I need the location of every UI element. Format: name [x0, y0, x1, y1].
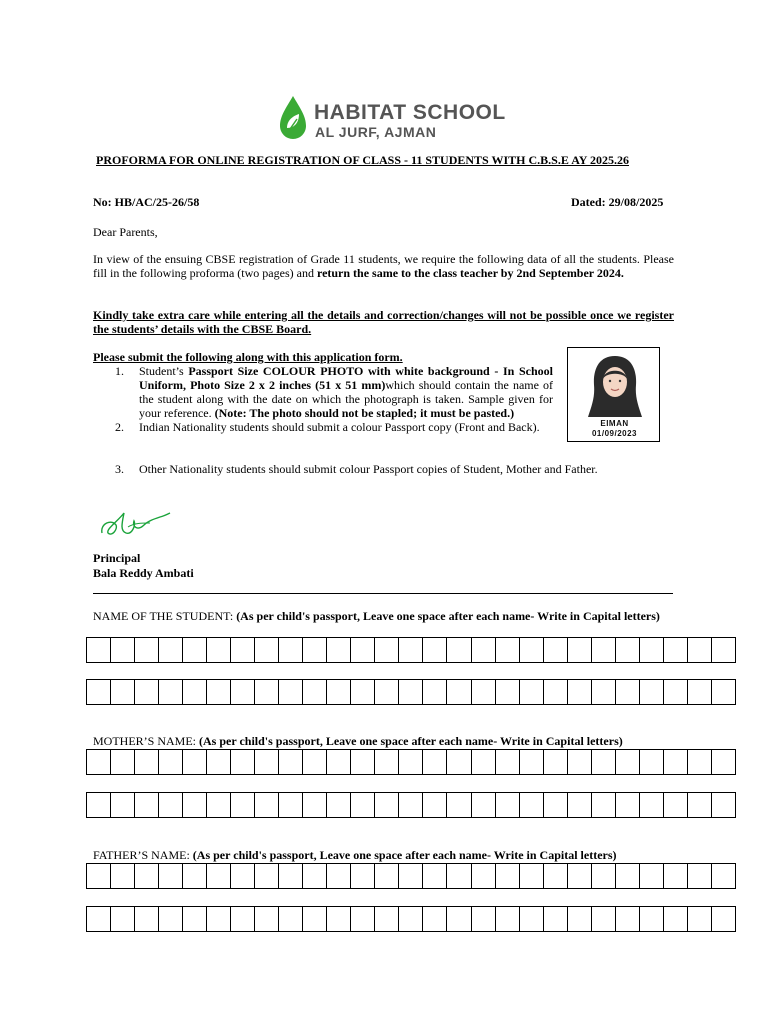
student-name-boxes-row-2[interactable]	[86, 679, 736, 705]
requirement-text: which should contain the name of the student along with the date on which the photograph is taken. Sample given for your reference.	[139, 378, 554, 420]
reference-number: No: HB/AC/25-26/58	[93, 195, 200, 209]
leaf-drop-logo-icon	[278, 94, 308, 144]
letter-date: Dated: 29/08/2025	[571, 195, 664, 209]
correction-notice: Kindly take extra care while entering all the details and correction/changes will not be possible once we register the students’ details with the CBSE Board.	[93, 308, 674, 336]
student-name-label	[93, 609, 674, 623]
principal-signature	[98, 503, 172, 541]
requirement-number: 1.	[115, 364, 124, 378]
signatory-name: Bala Reddy Ambati	[93, 566, 194, 580]
requirement-item	[93, 364, 553, 420]
return-deadline: return the same to the class teacher by 2nd September 2024.	[316, 266, 624, 280]
requirement-number: 2.	[115, 420, 124, 434]
field-instruction: (As per child's passport, Leave one space after each name- Write in Capital letters)	[192, 848, 617, 862]
requirement-text: Indian Nationality students should submit a colour Passport copy (Front and Back).	[139, 420, 540, 434]
field-label: MOTHER’S NAME:	[93, 734, 200, 748]
requirement-text: Student’s	[139, 364, 189, 378]
field-instruction: (As per child's passport, Leave one space after each name- Write in Capital letters)	[236, 609, 660, 623]
intro-text: In view of the ensuing CBSE registration of Grade 11 students, we require the following data of all the students. Please fill in the following proforma (two pages) and	[93, 252, 674, 280]
photo-note: (Note: The photo should not be stapled; it must be pasted.)	[214, 406, 515, 420]
requirements-list	[93, 364, 553, 434]
father-name-boxes-row-1[interactable]	[86, 863, 736, 889]
field-label: NAME OF THE STUDENT:	[93, 609, 237, 623]
school-name: HABITAT SCHOOL	[314, 101, 506, 124]
salutation: Dear Parents,	[93, 225, 158, 239]
mother-name-boxes-row-2[interactable]	[86, 792, 736, 818]
school-logo	[278, 94, 506, 144]
mother-name-label	[93, 734, 683, 748]
student-name-boxes-row-1[interactable]	[86, 637, 736, 663]
sample-photo	[567, 347, 660, 442]
school-location: AL JURF, AJMAN	[315, 124, 437, 140]
submit-heading: Please submit the following along with this application form.	[93, 350, 403, 364]
requirement-item	[93, 420, 553, 434]
signatory-title: Principal	[93, 551, 141, 565]
intro-paragraph	[93, 252, 674, 280]
requirement-number: 3.	[115, 462, 124, 476]
photo-student-name: EIMAN	[600, 419, 629, 428]
father-name-boxes-row-2[interactable]	[86, 906, 736, 932]
father-name-label	[93, 848, 683, 862]
field-instruction: (As per child's passport, Leave one space after each name- Write in Capital letters)	[199, 734, 623, 748]
requirement-text: Other Nationality students should submit colour Passport copies of Student, Mother and Father.	[139, 462, 598, 476]
student-portrait-icon	[586, 353, 644, 419]
photo-spec: Passport Size COLOUR PHOTO with white background - In School Uniform, Photo Size 2 x 2 inches (51 x 51 mm)	[139, 364, 553, 392]
divider	[93, 593, 673, 594]
mother-name-boxes-row-1[interactable]	[86, 749, 736, 775]
photo-date: 01/09/2023	[591, 429, 638, 438]
field-label: FATHER’S NAME:	[93, 848, 193, 862]
form-title: PROFORMA FOR ONLINE REGISTRATION OF CLASS - 11 STUDENTS WITH C.B.S.E AY 2025.26	[96, 153, 629, 167]
